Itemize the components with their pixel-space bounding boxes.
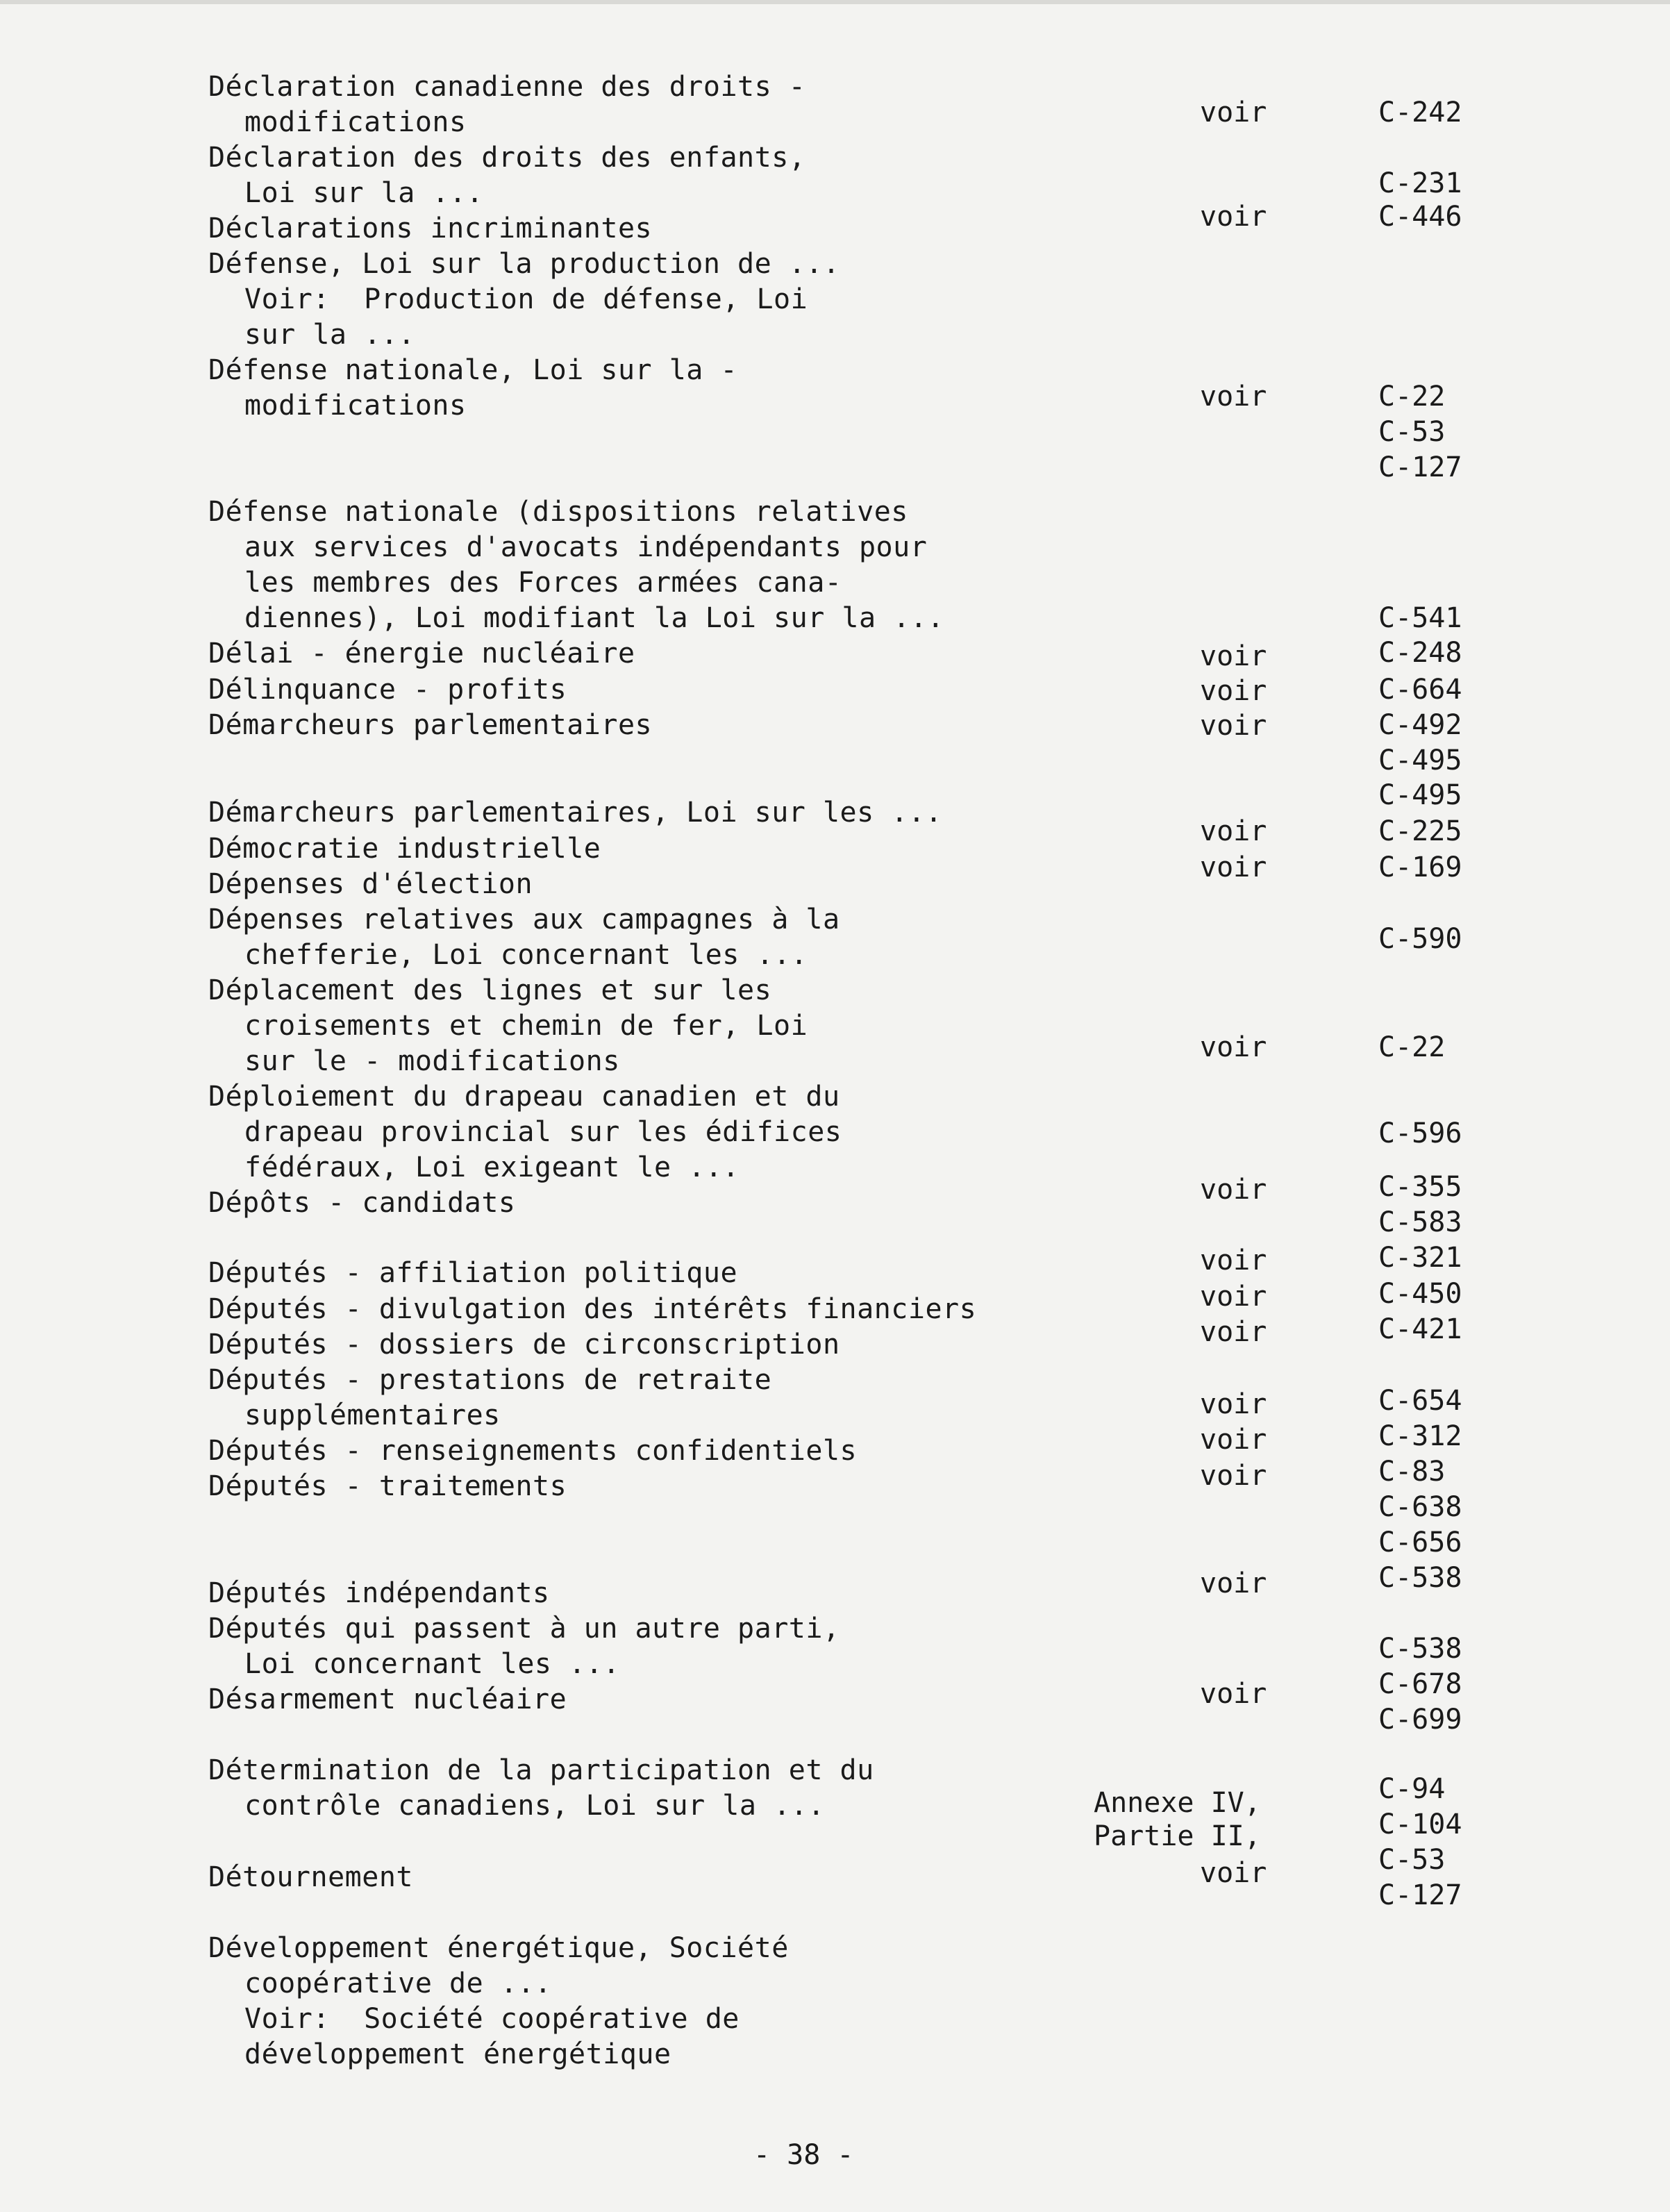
entry-heading: Défense nationale, Loi sur la - (208, 354, 738, 386)
bill-number: C-495 (1378, 745, 1462, 776)
entry-heading: Démarcheurs parlementaires, Loi sur les ... (208, 797, 943, 829)
entry-continuation: Voir: Production de défense, Loi (244, 283, 808, 315)
entry-heading: Détournement (208, 1861, 413, 1893)
reference-annex: Annexe IV, (1094, 1787, 1261, 1819)
bill-number: C-231 (1378, 167, 1462, 199)
entry-heading: Députés - divulgation des intérêts financiers (208, 1293, 977, 1325)
bill-number: C-446 (1378, 201, 1462, 233)
bill-number: C-583 (1378, 1206, 1462, 1238)
entry-heading: Développement énergétique, Société (208, 1932, 789, 1964)
entry-heading: Députés indépendants (208, 1577, 550, 1609)
entry-heading: Défense nationale (dispositions relatives (208, 496, 908, 528)
reference-voir: voir (1200, 1424, 1267, 1456)
entry-continuation: les membres des Forces armées cana- (244, 567, 842, 599)
entry-continuation: fédéraux, Loi exigeant le ... (244, 1151, 740, 1183)
entry-heading: Députés - prestations de retraite (208, 1364, 772, 1396)
bill-number: C-450 (1378, 1278, 1462, 1310)
bill-number: C-492 (1378, 709, 1462, 741)
bill-number: C-541 (1378, 602, 1462, 634)
entry-heading: Députés - traitements (208, 1470, 567, 1502)
reference-voir: voir (1200, 1678, 1267, 1710)
bill-number: C-225 (1378, 815, 1462, 847)
bill-number: C-495 (1378, 779, 1462, 811)
entry-continuation: croisements et chemin de fer, Loi (244, 1010, 808, 1042)
reference-voir: voir (1200, 201, 1267, 233)
entry-heading: Députés - dossiers de circonscription (208, 1329, 840, 1361)
bill-number: C-169 (1378, 851, 1462, 883)
entry-heading: Défense, Loi sur la production de ... (208, 248, 840, 280)
reference-voir: voir (1200, 1567, 1267, 1599)
entry-continuation: drapeau provincial sur les édifices (244, 1116, 842, 1148)
entry-continuation: contrôle canadiens, Loi sur la ... (244, 1790, 825, 1822)
entry-continuation: modifications (244, 106, 467, 138)
entry-continuation: développement énergétique (244, 2038, 671, 2070)
bill-number: C-654 (1378, 1385, 1462, 1417)
bill-number: C-53 (1378, 1844, 1446, 1876)
entry-heading: Dépenses d'élection (208, 868, 533, 900)
reference-voir: voir (1200, 1388, 1267, 1420)
reference-voir: voir (1200, 1316, 1267, 1348)
bill-number: C-699 (1378, 1704, 1462, 1736)
reference-voir: voir (1200, 97, 1267, 128)
reference-voir: voir (1200, 381, 1267, 413)
bill-number: C-312 (1378, 1420, 1462, 1452)
entry-heading: Déploiement du drapeau canadien et du (208, 1081, 840, 1113)
reference-voir: voir (1200, 1174, 1267, 1206)
bill-number: C-656 (1378, 1527, 1462, 1558)
entry-heading: Déclarations incriminantes (208, 213, 653, 244)
reference-voir: voir (1200, 1460, 1267, 1492)
entry-heading: Déclaration des droits des enfants, (208, 142, 806, 174)
reference-voir: voir (1200, 675, 1267, 707)
entry-continuation: coopérative de ... (244, 1968, 552, 1999)
entry-continuation: supplémentaires (244, 1399, 501, 1431)
entry-continuation: diennes), Loi modifiant la Loi sur la ... (244, 602, 944, 634)
bill-number: C-104 (1378, 1808, 1462, 1840)
bill-number: C-538 (1378, 1633, 1462, 1665)
bill-number: C-638 (1378, 1491, 1462, 1523)
reference-voir: voir (1200, 815, 1267, 847)
entry-heading: Détermination de la participation et du (208, 1754, 874, 1786)
entry-continuation: sur la ... (244, 319, 415, 351)
bill-number: C-678 (1378, 1668, 1462, 1700)
entry-heading: Dépôts - candidats (208, 1187, 516, 1219)
bill-number: C-94 (1378, 1773, 1446, 1805)
bill-number: C-421 (1378, 1313, 1462, 1345)
bill-number: C-242 (1378, 97, 1462, 128)
bill-number: C-127 (1378, 451, 1462, 483)
entry-heading: Députés - affiliation politique (208, 1257, 738, 1289)
reference-annex: Partie II, (1094, 1820, 1261, 1852)
entry-heading: Délai - énergie nucléaire (208, 638, 635, 670)
bill-number: C-538 (1378, 1562, 1462, 1594)
entry-continuation: aux services d'avocats indépendants pour (244, 531, 928, 563)
reference-voir: voir (1200, 640, 1267, 672)
entry-continuation: Loi concernant les ... (244, 1648, 620, 1680)
entry-heading: Députés qui passent à un autre parti, (208, 1613, 840, 1645)
bill-number: C-22 (1378, 381, 1446, 413)
entry-heading: Démarcheurs parlementaires (208, 709, 653, 741)
entry-heading: Dépenses relatives aux campagnes à la (208, 904, 840, 935)
bill-number: C-127 (1378, 1879, 1462, 1911)
bill-number: C-596 (1378, 1117, 1462, 1149)
bill-number: C-83 (1378, 1456, 1446, 1488)
bill-number: C-355 (1378, 1171, 1462, 1203)
entry-heading: Désarmement nucléaire (208, 1683, 567, 1715)
bill-number: C-321 (1378, 1242, 1462, 1274)
entry-heading: Déclaration canadienne des droits - (208, 71, 806, 103)
reference-voir: voir (1200, 1245, 1267, 1277)
entry-heading: Députés - renseignements confidentiels (208, 1435, 858, 1467)
entry-continuation: sur le - modifications (244, 1045, 620, 1077)
entry-heading: Démocratie industrielle (208, 833, 601, 865)
reference-voir: voir (1200, 710, 1267, 742)
entry-continuation: Loi sur la ... (244, 177, 484, 209)
page-number: - 38 - (753, 2139, 854, 2171)
reference-voir: voir (1200, 1857, 1267, 1889)
reference-voir: voir (1200, 1031, 1267, 1063)
entry-continuation: Voir: Société coopérative de (244, 2003, 740, 2035)
entry-continuation: chefferie, Loi concernant les ... (244, 939, 808, 971)
bill-number: C-22 (1378, 1031, 1446, 1063)
entry-heading: Déplacement des lignes et sur les (208, 974, 772, 1006)
bill-number: C-53 (1378, 416, 1446, 448)
bill-number: C-248 (1378, 637, 1462, 669)
bill-number: C-590 (1378, 923, 1462, 955)
reference-voir: voir (1200, 851, 1267, 883)
entry-heading: Délinquance - profits (208, 674, 567, 706)
entry-continuation: modifications (244, 390, 467, 422)
bill-number: C-664 (1378, 674, 1462, 706)
reference-voir: voir (1200, 1281, 1267, 1313)
